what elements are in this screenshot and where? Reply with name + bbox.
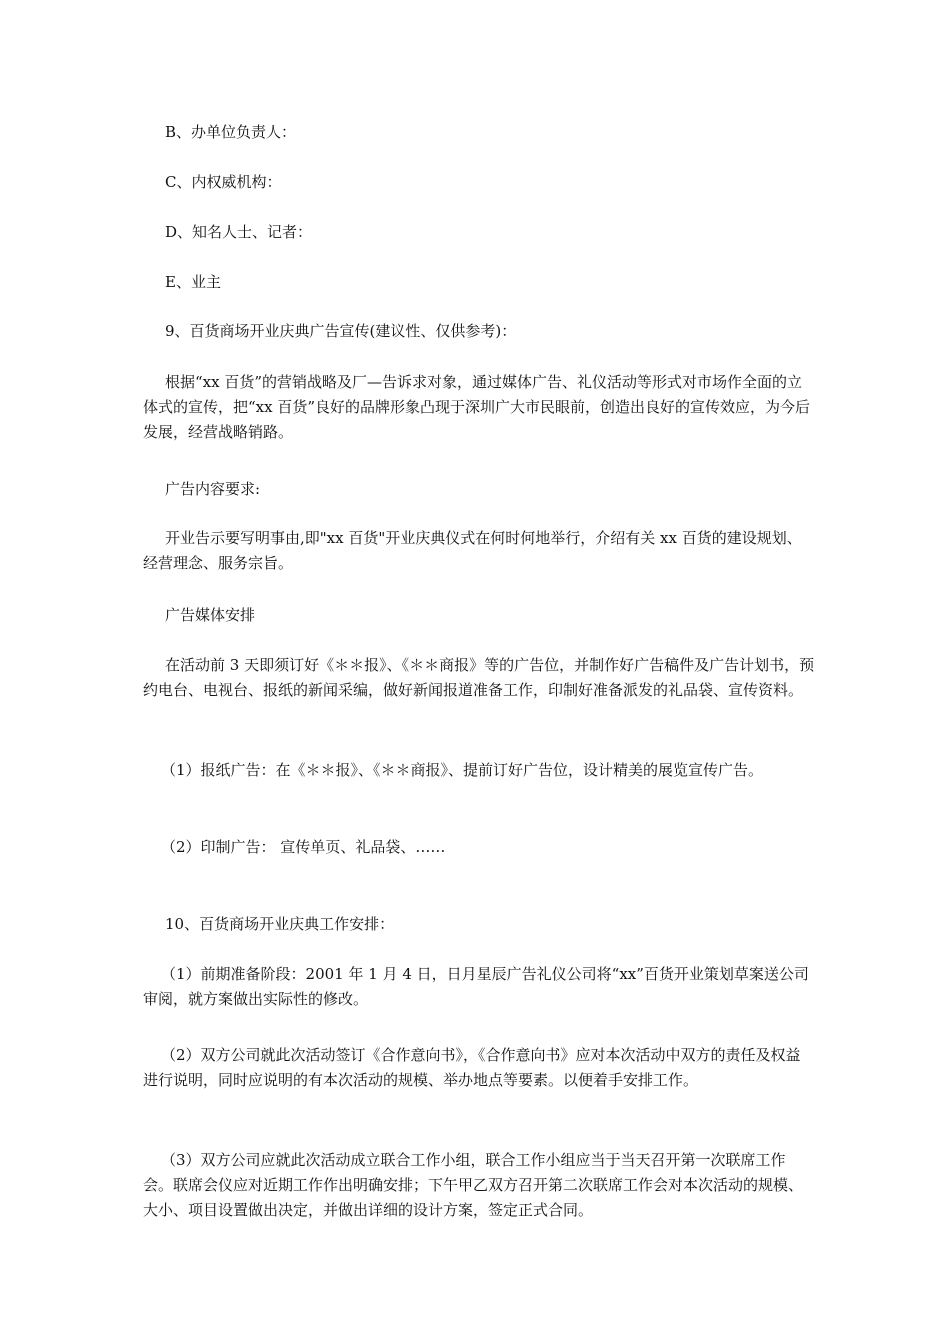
- paragraph-media-heading: 广告媒体安排: [165, 606, 256, 624]
- paragraph-e: E、业主: [165, 273, 221, 291]
- section-heading-9: 9、百货商场开业庆典广告宣传(建议性、仅供参考)：: [165, 322, 517, 340]
- paragraph-print-ad: （2）印制广告： 宣传单页、礼品袋、……: [161, 838, 446, 856]
- paragraph-media: 在活动前 3 天即须订好《＊＊报》、《＊＊商报》等的广告位，并制作好广告稿件及广告计划书，预约电台、电视台、报纸的新闻采编，做好新闻报道准备工作，印制好准备派发的礼品袋、宣传资料。: [143, 656, 815, 699]
- paragraph-strategy: 根据“xx 百货”的营销战略及厂—告诉求对象，通过媒体广告、礼仪活动等形式对市场作全面的立体式的宣传，把“xx 百货”良好的品牌形象凸现于深圳广大市民眼前，创造出良好的宣传效应，为今后发展，经营战略销路。: [143, 373, 811, 441]
- paragraph-ad-content-heading: 广告内容要求:: [165, 480, 261, 498]
- paragraph-newspaper-ad: （1）报纸广告：在《＊＊报》、《＊＊商报》、提前订好广告位，设计精美的展览宣传广告。: [161, 761, 764, 779]
- paragraph-step-1: （1）前期准备阶段：2001 年 1 月 4 日，日月星辰广告礼仪公司将“xx”百货开业策划草案送公司审阅，就方案做出实际性的修改。: [143, 965, 809, 1008]
- paragraph-step-3: （3）双方公司应就此次活动成立联合工作小组，联合工作小组应当于当天召开第一次联席工作会。联席会仪应对近期工作作出明确安排；下午甲乙双方召开第二次联席工作会对本次活动的规模、大小、项目设置做出决定，并做出详细的设计方案，签定正式合同。: [143, 1151, 804, 1219]
- paragraph-d: D、知名人士、记者：: [165, 223, 313, 241]
- section-heading-10: 10、百货商场开业庆典工作安排：: [165, 915, 395, 933]
- paragraph-ad-content: 开业告示要写明事由,即"xx 百货"开业庆典仪式在何时何地举行，介绍有关 xx 百货的建设规划、经营理念、服务宗旨。: [143, 529, 802, 572]
- paragraph-b: B、办单位负责人：: [165, 123, 297, 141]
- paragraph-c: C、内权威机构：: [165, 173, 282, 191]
- paragraph-step-2: （2）双方公司就此次活动签订《合作意向书》，《合作意向书》应对本次活动中双方的责任及权益进行说明，同时应说明的有本次活动的规模、举办地点等要素。以便着手安排工作。: [143, 1046, 801, 1089]
